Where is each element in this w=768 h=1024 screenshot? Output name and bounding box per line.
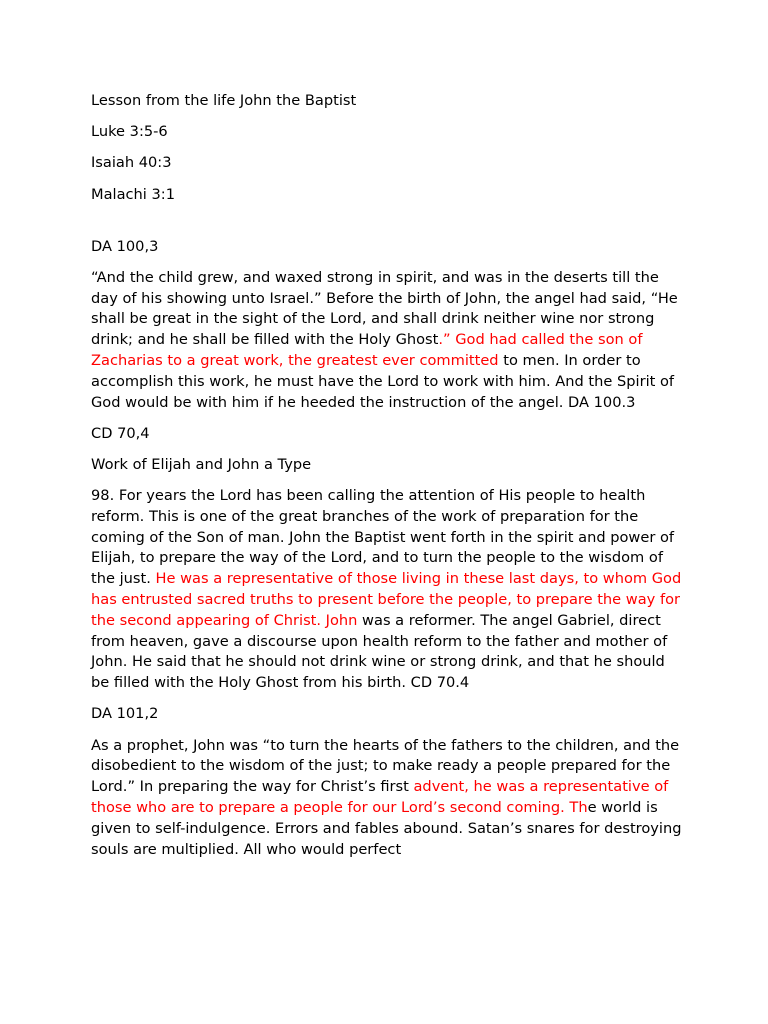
- scripture-reference-malachi: Malachi 3:1: [91, 185, 175, 203]
- source-reference-cd-70-4: CD 70,4: [91, 424, 150, 442]
- scripture-reference-isaiah: Isaiah 40:3: [91, 154, 172, 172]
- paragraph-child-grew: [91, 268, 685, 414]
- source-reference-da-100-3: DA 100,3: [91, 237, 159, 255]
- document-title: Lesson from the life John the Baptist: [91, 92, 357, 109]
- highlighted-text: advent, he was a representative of those who are to prepare a people for our Lord’s second coming. Th: [91, 778, 669, 817]
- document-body: [91, 91, 685, 871]
- highlighted-text: He was a representative of those living in these last days, to whom God has entrusted sacred truths to present before the people, to prepare the way for the second appearing of Christ. John: [91, 570, 682, 629]
- paragraph-health-reform: [91, 486, 685, 694]
- paragraph-text: to men. In order to accomplish this work, he must have the Lord to work with him. And the Spirit of God would be with him if he heeded the instruction of the angel. DA 100.3: [91, 351, 675, 411]
- highlighted-text: .” God had called the son of Zacharias to a great work, the greatest ever committed: [91, 331, 643, 369]
- paragraph-text: “And the child grew, and waxed strong in spirit, and was in the deserts till the day of his showing unto Israel.” Before the birth of John, the angel had said, “He shall be great in the sight of the Lord, and shall drink neither wine nor strong drink; and he shall be filled with the Holy Ghost: [91, 268, 678, 349]
- paragraph-text: As a prophet, John was “to turn the hearts of the fathers to the children, and the disobedient to the wisdom of the just; to make ready a people prepared for the Lord.” In preparing the way for Christ’s first: [91, 736, 680, 796]
- paragraph-text: e world is given to self-indulgence. Errors and fables abound. Satan’s snares for destroying souls are multiplied. All who would perfect: [91, 799, 682, 858]
- paragraph-text: was a reformer. The angel Gabriel, direct from heaven, gave a discourse upon health reform to the father and mother of John. He said that he should not drink wine or strong drink, and that he should be filled with the Holy Ghost from his birth. CD 70.4: [91, 611, 668, 692]
- source-reference-da-101-2: DA 101,2: [91, 705, 159, 723]
- paragraph-prophet: [91, 736, 685, 861]
- section-subheading: Work of Elijah and John a Type: [91, 455, 312, 473]
- scripture-reference-luke: Luke 3:5-6: [91, 123, 168, 141]
- paragraph-text: 98. For years the Lord has been calling the attention of His people to health reform. This is one of the great branches of the work of preparation for the coming of the Son of man. John the Baptist went forth in the spirit and power of Elijah, to prepare the way of the Lord, and to turn the people to the wisdom of the just.: [91, 487, 675, 588]
